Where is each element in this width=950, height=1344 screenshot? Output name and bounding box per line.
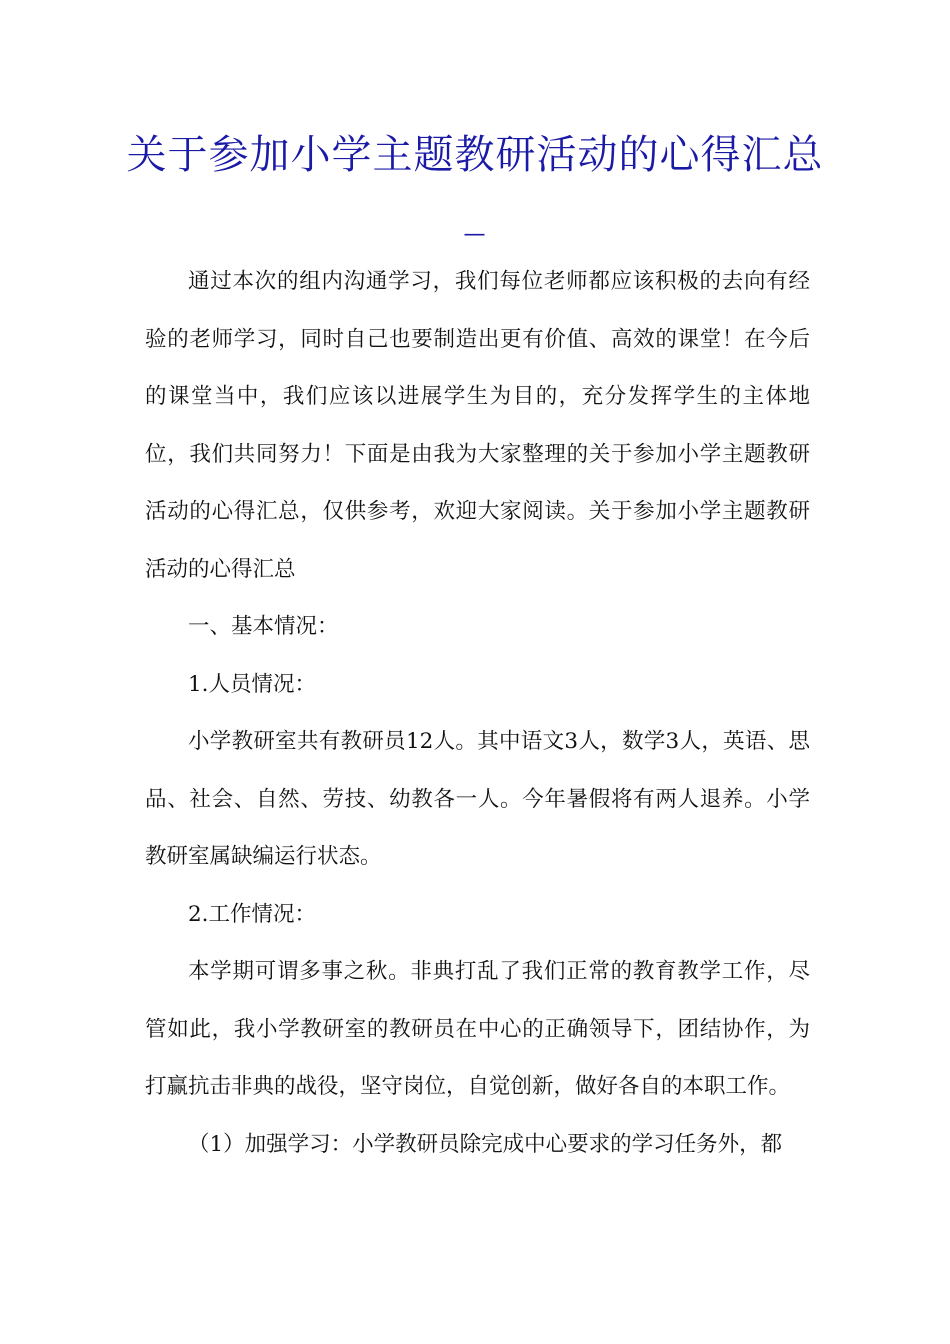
paragraph-heading-work: 2.工作情况： xyxy=(188,901,317,927)
paragraph-heading-staff: 1.人员情况： xyxy=(188,671,317,697)
paragraph-staff: 小学教研室共有教研员12人。其中语文3人，数学3人，英语、思品、社会、自然、劳技、幼教各一人。今年暑假将有两人退养。小学教研室属缺编运行状态。 xyxy=(145,729,810,869)
paragraph-study: （1）加强学习：小学教研员除完成中心要求的学习任务外，都 xyxy=(188,1131,783,1157)
document-body xyxy=(145,253,810,1173)
paragraph-work: 本学期可谓多事之秋。非典打乱了我们正常的教育教学工作，尽管如此，我小学教研室的教研员在中心的正确领导下，团结协作，为打赢抗击非典的战役，坚守岗位，自觉创新，做好各自的本职工作。 xyxy=(145,959,810,1099)
paragraph-intro: 通过本次的组内沟通学习，我们每位老师都应该积极的去向有经验的老师学习，同时自己也要制造出更有价值、高效的课堂！在今后的课堂当中，我们应该以进展学生为目的，充分发挥学生的主体地位，我们共同努力！下面是由我为大家整理的关于参加小学主题教研活动的心得汇总，仅供参考，欢迎大家阅读。关于参加小学主题教研活动的心得汇总 xyxy=(145,269,810,582)
document-title: 关于参加小学主题教研活动的心得汇总_ xyxy=(126,132,824,236)
paragraph-heading-basic: 一、基本情况： xyxy=(188,614,339,639)
